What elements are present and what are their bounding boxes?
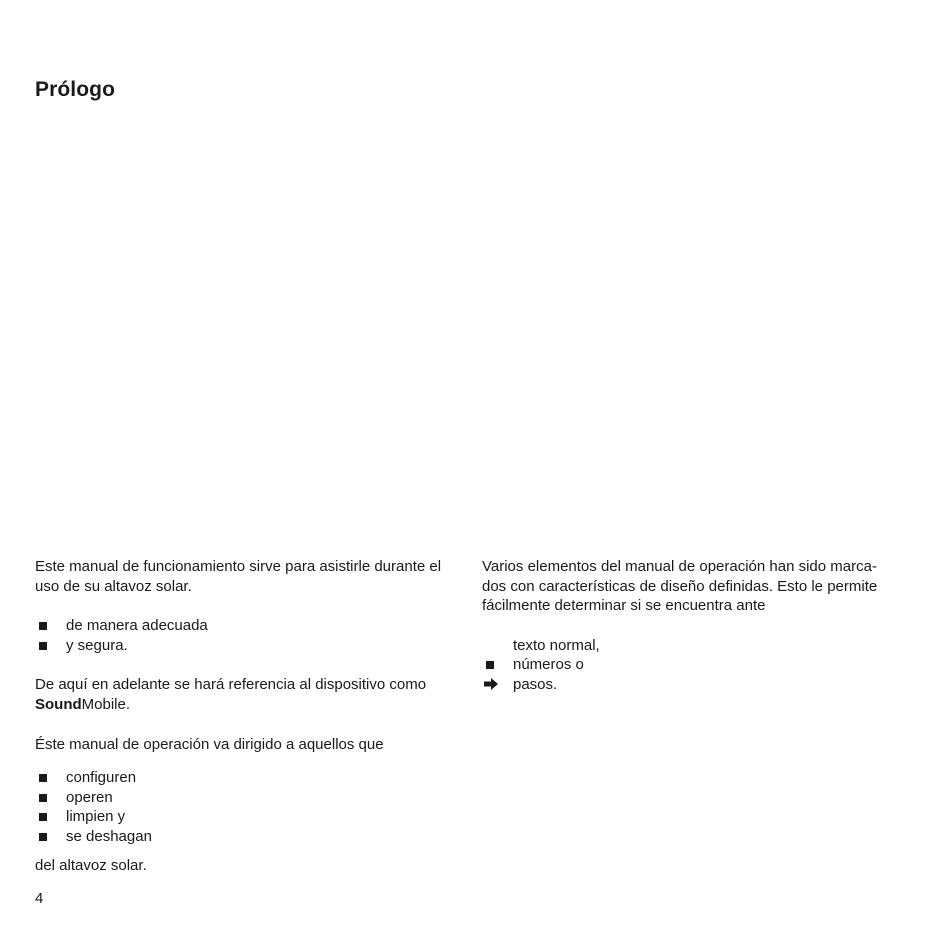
square-bullet-icon — [39, 774, 47, 782]
square-bullet-icon — [39, 794, 47, 802]
design-intro-paragraph: Varios elementos del manual de operación han sido marca-dos con características de diseño definidas. Esto le permite fácilmente determinar si se encuentra ante — [482, 558, 878, 615]
page-title: Prólogo — [35, 78, 116, 101]
device-name-rest: Mobile. — [81, 695, 131, 713]
square-bullet-icon — [39, 813, 47, 821]
list-item — [35, 616, 445, 636]
list-item-label: se deshagan — [66, 827, 152, 845]
list-item — [482, 655, 892, 675]
right-arrow-icon — [484, 678, 498, 690]
right-column — [482, 557, 892, 695]
intro-paragraph: Este manual de funcionamiento sirve para asistirle durante el uso de su altavoz solar. — [35, 558, 442, 595]
list-item-label: configuren — [66, 769, 137, 787]
device-name-bold: Sound — [35, 695, 82, 713]
square-bullet-icon — [39, 642, 47, 650]
list-item-label: limpien y — [66, 808, 126, 826]
audience-intro: Éste manual de operación va dirigido a aquellos que — [35, 735, 384, 753]
list-item-label: pasos. — [513, 675, 558, 693]
left-column — [35, 557, 445, 875]
audience-list — [35, 768, 445, 846]
reference-text: De aquí en adelante se hará referencia al dispositivo como — [35, 676, 427, 694]
list-item — [35, 827, 445, 847]
list-item — [35, 636, 445, 656]
list-item-label: y segura. — [66, 636, 128, 654]
closing-paragraph: del altavoz solar. — [35, 856, 147, 874]
list-item — [35, 768, 445, 788]
list-item — [35, 807, 445, 827]
list-item-label: números o — [513, 656, 584, 674]
list-item — [482, 636, 892, 656]
design-elements-list — [482, 636, 892, 695]
square-bullet-icon — [39, 622, 47, 630]
device-reference-paragraph — [35, 675, 445, 714]
list-item-label: de manera adecuada — [66, 617, 208, 635]
list-item — [482, 675, 892, 695]
list-item — [35, 788, 445, 808]
square-bullet-icon — [39, 833, 47, 841]
list-item-label: operen — [66, 788, 113, 806]
list-item-label: texto normal, — [513, 636, 600, 654]
purpose-list — [35, 616, 445, 655]
square-bullet-icon — [486, 661, 494, 669]
page-number: 4 — [35, 890, 44, 907]
